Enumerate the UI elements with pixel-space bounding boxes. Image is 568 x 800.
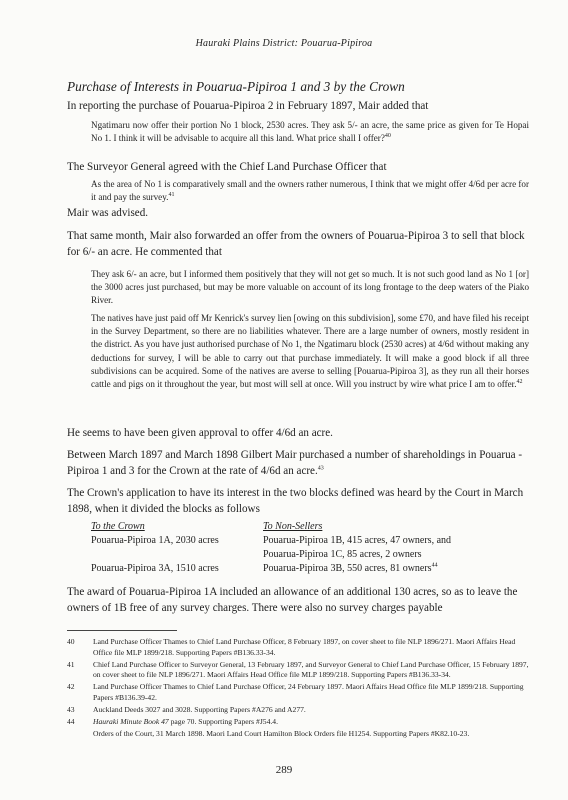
footnote-divider: [67, 630, 177, 631]
paragraph-text: Between March 1897 and March 1898 Gilbert Mair purchased a number of shareholdings in Pouarua - Pipiroa 1 and 3 for the Crown at the rate of 4/6d an acre.$^{43}$: [67, 449, 523, 477]
paragraph-text: That same month, Mair also forwarded an offer from the owners of Pouarua-Pipiroa 3 to sell that block for 6/- an acre. He commented that: [67, 230, 525, 258]
footnote-text: Orders of the Court, 31 March 1898. Maori Land Court Hamilton Block Orders file H1254. Supporting Papers #K82.10-23.: [93, 729, 470, 739]
footnote: [67, 729, 530, 740]
table-cell-crown: Pouarua-Pipiroa 1A, 2030 acres: [91, 535, 219, 546]
footnote-source-title: Hauraki Minute Book 47: [93, 717, 169, 727]
footnote-number: 44: [67, 717, 75, 727]
footnote-text: Auckland Deeds 3027 and 3028. Supporting Papers #A276 and A277.: [93, 705, 306, 715]
footnote-ref: 41: [168, 192, 175, 199]
table-header-crown: To the Crown: [91, 521, 145, 532]
footnote-number: 42: [67, 682, 75, 692]
paragraph-award: [67, 585, 530, 616]
table-header-non-sellers: To Non-Sellers: [263, 521, 323, 532]
table-cell-crown: Pouarua-Pipiroa 3A, 1510 acres: [91, 563, 219, 574]
paragraph-surveyor: [67, 160, 530, 176]
footnote-text: Land Purchase Officer Thames to Chief Land Purchase Officer, 8 February 1897, on cover sheet to file NLP 1896/271. Maori Affairs Head Office file MLP 1899/218. Supporting Papers #B136.33-34.: [93, 637, 516, 657]
footnote: [67, 637, 530, 658]
block-quote-1: [91, 119, 529, 145]
table-cell-non-sellers: Pouarua-Pipiroa 1B, 415 acres, 47 owners, and: [263, 535, 452, 546]
paragraph-text: He seems to have been given approval to offer 4/6d an acre.: [67, 427, 333, 439]
paragraph-text: In reporting the purchase of Pouarua-Pipiroa 2 in February 1897, Mair added that: [67, 100, 429, 112]
quote-text: Ngatimaru now offer their portion No 1 block, 2530 acres. They ask 5/- an acre, the same price as given for Te Hopai No 1. I think it will be advisable to acquire all this land. What price shall I offer?$^{40}$: [91, 120, 529, 144]
page-number: 289: [275, 764, 293, 776]
footnote-text: Land Purchase Officer Thames to Chief Land Purchase Officer, 24 February 1897. Maori Affairs Head Office file MLP 1899/218. Supporting Papers #B136.39-42.: [93, 682, 524, 702]
running-head: Hauraki Plains District: Pouarua-Pipiroa: [195, 38, 373, 49]
paragraph-same-month: [67, 229, 530, 260]
footnote-text: Chief Land Purchase Officer to Surveyor General, 13 February 1897, and Surveyor General to Chief Land Purchase Officer, 15 February 1897, on cover sheet to file NLP 1896/271. Maori Affairs Head Office file MLP 1899/218. Supporting Papers #B136.33-34.: [93, 659, 529, 680]
paragraph-approval: [67, 426, 530, 442]
table-cell-non-sellers: Pouarua-Pipiroa 1C, 85 acres, 2 owners: [263, 549, 422, 560]
paragraph-purchases: [67, 448, 530, 479]
section-title: Purchase of Interests in Pouarua-Pipiroa 1 and 3 by the Crown: [67, 79, 405, 94]
quote-text: As the area of No 1 is comparatively small and the owners rather numerous, I think that we might offer 4/6d per acre for it and pay the survey.$^{41}$: [91, 179, 529, 203]
footnote-number: 40: [67, 637, 75, 646]
footnote: [67, 705, 530, 716]
paragraph-text: The award of Pouarua-Pipiroa 1A included an allowance of an additional 130 acres, so as to leave the owners of 1B free of any survey charges. There were also no survey charges payable: [67, 586, 518, 614]
footnote-ref: 43: [317, 464, 324, 471]
division-table: [91, 520, 529, 580]
footnote-text: page 70. Supporting Papers #J54.4.: [168, 717, 278, 727]
footnote-ref: 44: [431, 562, 438, 569]
paragraph-text: Mair was advised.: [67, 207, 149, 219]
footnote: [67, 682, 530, 703]
block-quote-3: [91, 268, 529, 391]
block-quote-2: [91, 178, 529, 204]
table-cell-non-sellers: Pouarua-Pipiroa 3B, 550 acres, 81 owners$^{44}$: [263, 562, 438, 574]
footnote-number: 41: [67, 659, 75, 669]
paragraph-text: The Crown's application to have its interest in the two blocks defined was heard by the Court in March 1898, when it divided the blocks as follows: [67, 487, 524, 515]
paragraph-text: The Surveyor General agreed with the Chief Land Purchase Officer that: [67, 161, 387, 173]
paragraph-intro: [67, 99, 530, 115]
paragraph-application: [67, 486, 530, 517]
footnote: [67, 717, 530, 728]
quote-text: They ask 6/- an acre, but I informed them positively that they will not get so much. It is not such good land as No 1 [or] the 3000 acres just purchased, but may be more valuable on account of its long frontage to the deep waters of the Piako River.: [91, 269, 529, 306]
footnote-ref: 42: [516, 378, 523, 385]
quote-text: The natives have just paid off Mr Kenrick's survey lien [owing on this subdivision], some £70, and have filed his receipt in the Survey Department, so there are no liabilities whatever. There are a large number of owners, mostly resident in the district. As you have just authorised purchase of No 1, the Ngatimaru block (2530 acres) at 4/6d without making any deductions for survey, I will be able to carry out that purchase immediately. It will make a good block if all three subdivisions can be acquired. Some of the natives are averse to selling [Pouarua-Pipiroa 3], as they run all their horses cattle and pigs on it throughout the year, but most will sell at once. Will you instruct by wire what price I am to offer.$^{42}$: [91, 313, 529, 389]
paragraph-advised: [67, 206, 530, 222]
footnote: [67, 660, 530, 681]
footnote-ref: 40: [384, 133, 391, 140]
footnote-number: 43: [67, 705, 75, 715]
footnotes: [67, 637, 530, 741]
